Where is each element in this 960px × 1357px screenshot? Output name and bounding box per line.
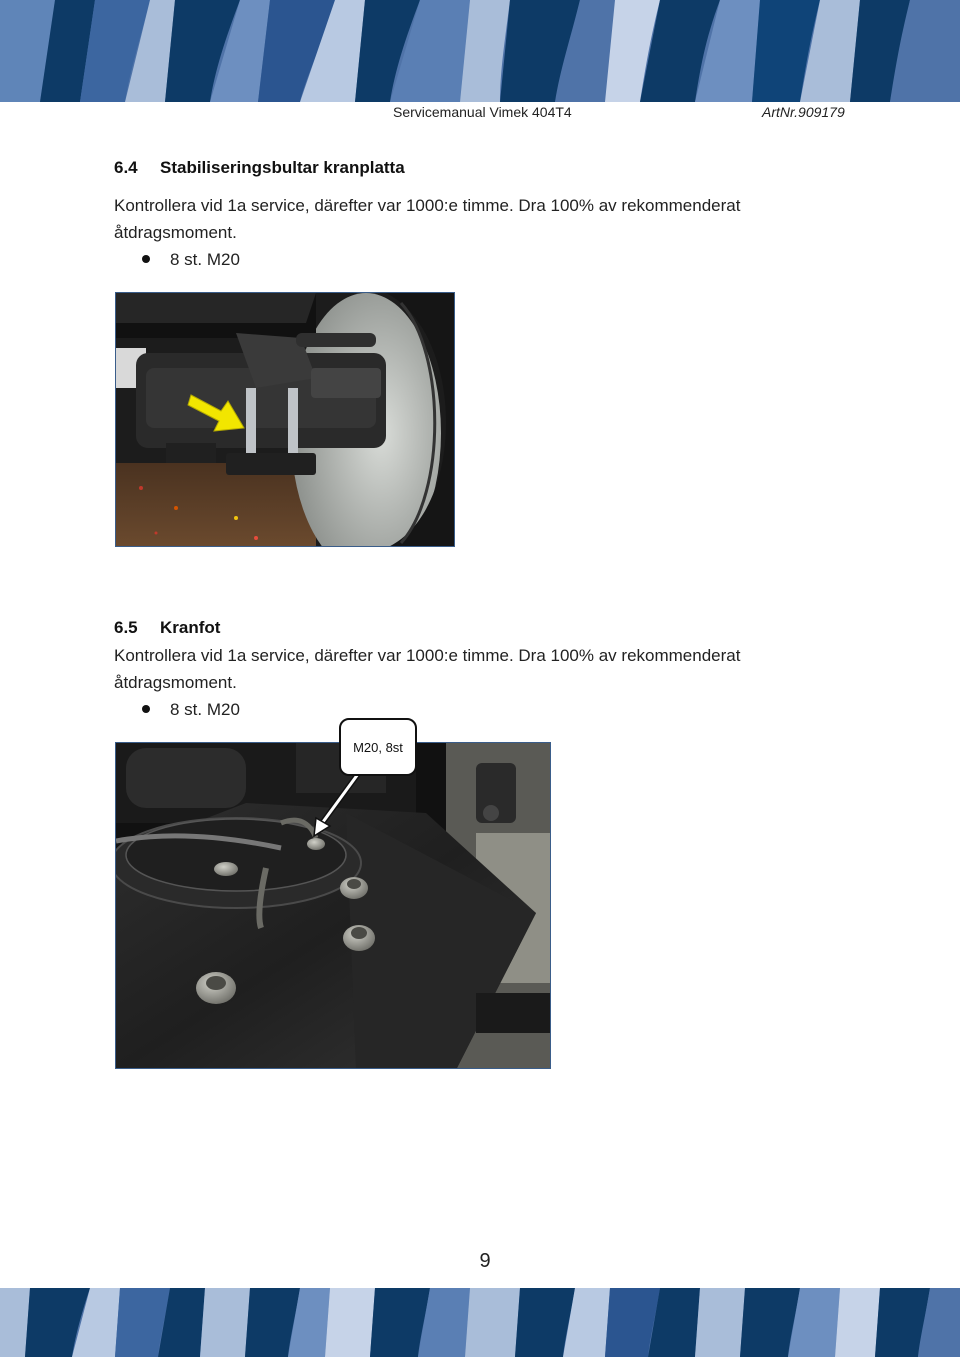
- document-title: Servicemanual Vimek 404T4: [393, 104, 572, 120]
- section-title: Kranfot: [160, 618, 221, 637]
- section-number: 6.4: [114, 158, 138, 177]
- section-heading-6-5: [114, 618, 220, 638]
- bullet-item-6-5: [142, 700, 240, 720]
- article-number: ArtNr.909179: [762, 104, 845, 120]
- body-line: åtdragsmoment.: [114, 223, 237, 242]
- body-line: Kontrollera vid 1a service, därefter var 1000:e timme. Dra 100% av rekommenderat: [114, 646, 741, 665]
- bullet-icon: [142, 705, 150, 713]
- callout-arrow: [300, 770, 380, 840]
- bullet-text: 8 st. M20: [170, 250, 240, 269]
- body-line: åtdragsmoment.: [114, 673, 237, 692]
- page-number: 9: [479, 1250, 491, 1272]
- bullet-text: 8 st. M20: [170, 700, 240, 719]
- photo-stabilizer-bolts: [115, 292, 455, 547]
- section-body-6-4: [114, 192, 814, 246]
- section-heading-6-4: [114, 158, 405, 178]
- section-number: 6.5: [114, 618, 138, 637]
- bullet-icon: [142, 255, 150, 263]
- section-title: Stabiliseringsbultar kranplatta: [160, 158, 405, 177]
- callout-label: M20, 8st: [339, 718, 417, 776]
- top-decorative-band: [0, 0, 960, 102]
- section-body-6-5: [114, 642, 814, 696]
- body-line: Kontrollera vid 1a service, därefter var 1000:e timme. Dra 100% av rekommenderat: [114, 196, 741, 215]
- bullet-item-6-4: [142, 250, 240, 270]
- bottom-decorative-band: [0, 1288, 960, 1357]
